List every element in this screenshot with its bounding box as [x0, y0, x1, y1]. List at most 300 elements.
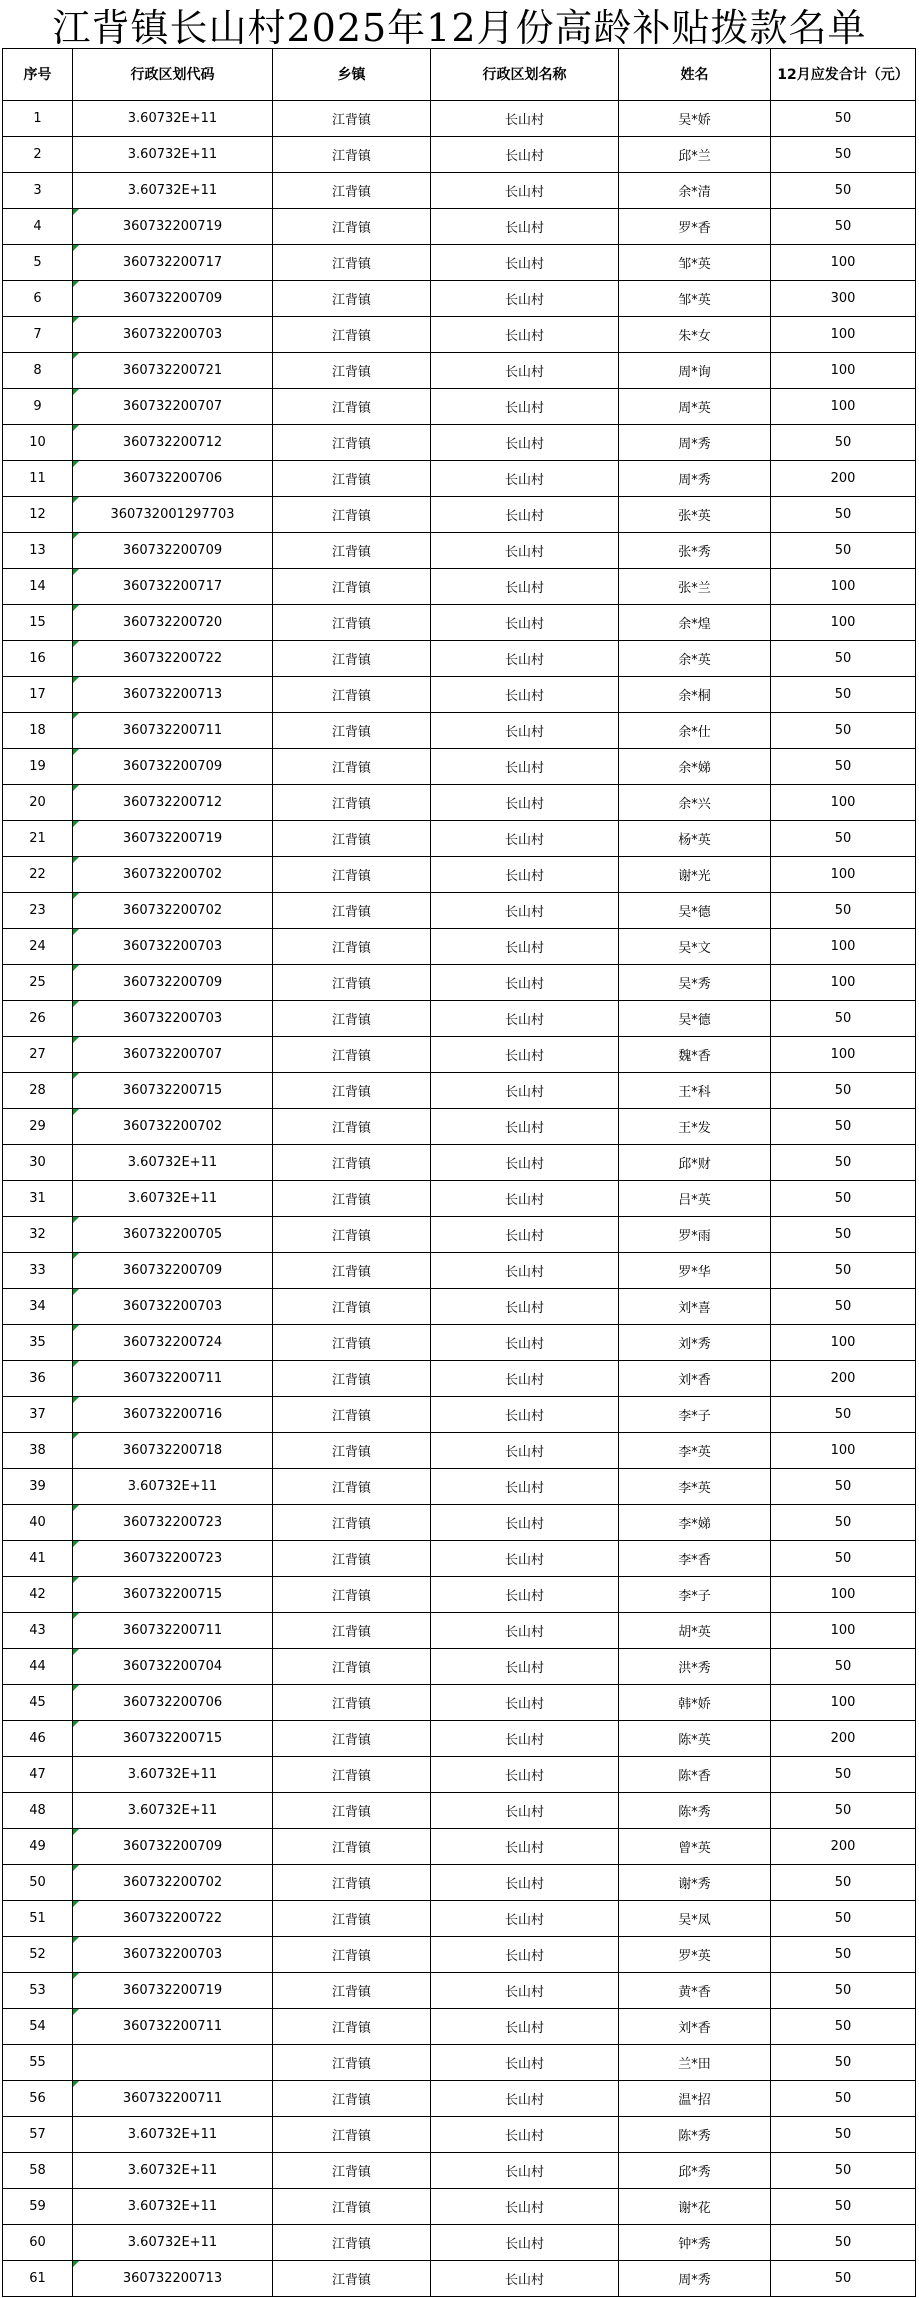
cell-amount: 200: [771, 1721, 916, 1757]
cell-town: 江背镇: [273, 1757, 431, 1793]
cell-serial-no: 33: [3, 1253, 73, 1289]
table-row: [3, 1685, 916, 1721]
cell-name: 罗*雨: [619, 1217, 771, 1253]
cell-division-code: 360732200702: [73, 857, 273, 893]
cell-amount: 200: [771, 1829, 916, 1865]
cell-serial-no: 6: [3, 281, 73, 317]
cell-division-name: 长山村: [431, 497, 619, 533]
table-row: [3, 1253, 916, 1289]
cell-division-code: 3.60732E+11: [73, 2117, 273, 2153]
cell-name: 吴*娇: [619, 101, 771, 137]
cell-division-code: 360732200703: [73, 929, 273, 965]
cell-name: 邱*财: [619, 1145, 771, 1181]
cell-amount: 100: [771, 353, 916, 389]
header-town: 乡镇: [273, 49, 431, 101]
cell-town: 江背镇: [273, 893, 431, 929]
cell-division-code: 360732200722: [73, 641, 273, 677]
table-row: [3, 2045, 916, 2081]
cell-serial-no: 44: [3, 1649, 73, 1685]
cell-division-code: 360732200711: [73, 2081, 273, 2117]
cell-serial-no: 38: [3, 1433, 73, 1469]
cell-town: 江背镇: [273, 785, 431, 821]
cell-amount: 100: [771, 965, 916, 1001]
table-row: [3, 281, 916, 317]
cell-amount: 50: [771, 173, 916, 209]
cell-serial-no: 17: [3, 677, 73, 713]
table-row: [3, 749, 916, 785]
cell-serial-no: 49: [3, 1829, 73, 1865]
cell-name: 李*娣: [619, 1505, 771, 1541]
table-row: [3, 1289, 916, 1325]
cell-name: 李*子: [619, 1397, 771, 1433]
table-row: [3, 677, 916, 713]
table-row: [3, 497, 916, 533]
cell-division-code: 360732200715: [73, 1577, 273, 1613]
cell-amount: 100: [771, 929, 916, 965]
cell-name: 刘*香: [619, 1361, 771, 1397]
cell-serial-no: 57: [3, 2117, 73, 2153]
cell-division-name: 长山村: [431, 1289, 619, 1325]
cell-town: 江背镇: [273, 1793, 431, 1829]
cell-amount: 50: [771, 713, 916, 749]
table-row: [3, 1109, 916, 1145]
cell-name: 张*秀: [619, 533, 771, 569]
header-division-code: 行政区划代码: [73, 49, 273, 101]
cell-amount: 50: [771, 1253, 916, 1289]
cell-division-code: 360732001297703: [73, 497, 273, 533]
cell-division-name: 长山村: [431, 1253, 619, 1289]
table-row: [3, 785, 916, 821]
cell-division-code: 360732200702: [73, 1109, 273, 1145]
cell-division-name: 长山村: [431, 965, 619, 1001]
table-row: [3, 173, 916, 209]
cell-amount: 50: [771, 1397, 916, 1433]
cell-town: 江背镇: [273, 965, 431, 1001]
cell-name: 黄*香: [619, 1973, 771, 2009]
cell-serial-no: 3: [3, 173, 73, 209]
table-row: [3, 569, 916, 605]
header-serial-no: 序号: [3, 49, 73, 101]
cell-amount: 50: [771, 1181, 916, 1217]
cell-division-code: 3.60732E+11: [73, 1757, 273, 1793]
cell-name: 周*秀: [619, 461, 771, 497]
table-row: [3, 965, 916, 1001]
cell-division-name: 长山村: [431, 677, 619, 713]
cell-town: 江背镇: [273, 353, 431, 389]
cell-division-name: 长山村: [431, 2225, 619, 2261]
cell-division-name: 长山村: [431, 2153, 619, 2189]
cell-serial-no: 54: [3, 2009, 73, 2045]
cell-name: 邱*兰: [619, 137, 771, 173]
cell-division-code: 360732200703: [73, 317, 273, 353]
cell-division-name: 长山村: [431, 1901, 619, 1937]
cell-division-name: 长山村: [431, 857, 619, 893]
cell-serial-no: 48: [3, 1793, 73, 1829]
cell-serial-no: 50: [3, 1865, 73, 1901]
cell-division-name: 长山村: [431, 1109, 619, 1145]
cell-name: 王*发: [619, 1109, 771, 1145]
cell-amount: 100: [771, 785, 916, 821]
cell-serial-no: 47: [3, 1757, 73, 1793]
cell-amount: 200: [771, 461, 916, 497]
cell-division-code: 360732200709: [73, 965, 273, 1001]
table-row: [3, 533, 916, 569]
table-row: [3, 713, 916, 749]
cell-amount: 50: [771, 1937, 916, 1973]
table-row: [3, 389, 916, 425]
cell-town: 江背镇: [273, 137, 431, 173]
cell-division-name: 长山村: [431, 533, 619, 569]
cell-division-code: [73, 2045, 273, 2081]
cell-division-code: 3.60732E+11: [73, 1793, 273, 1829]
cell-division-name: 长山村: [431, 1613, 619, 1649]
cell-division-name: 长山村: [431, 461, 619, 497]
cell-town: 江背镇: [273, 641, 431, 677]
cell-amount: 50: [771, 2189, 916, 2225]
cell-division-name: 长山村: [431, 893, 619, 929]
cell-town: 江背镇: [273, 497, 431, 533]
cell-town: 江背镇: [273, 425, 431, 461]
cell-division-code: 3.60732E+11: [73, 2153, 273, 2189]
cell-division-code: 360732200712: [73, 425, 273, 461]
cell-division-code: 360732200712: [73, 785, 273, 821]
cell-division-name: 长山村: [431, 389, 619, 425]
cell-division-name: 长山村: [431, 425, 619, 461]
cell-amount: 50: [771, 1469, 916, 1505]
cell-amount: 50: [771, 497, 916, 533]
cell-serial-no: 55: [3, 2045, 73, 2081]
cell-amount: 50: [771, 2261, 916, 2297]
cell-division-code: 3.60732E+11: [73, 137, 273, 173]
cell-name: 吴*德: [619, 1001, 771, 1037]
cell-division-code: 360732200719: [73, 1973, 273, 2009]
cell-serial-no: 37: [3, 1397, 73, 1433]
cell-town: 江背镇: [273, 1865, 431, 1901]
cell-name: 魏*香: [619, 1037, 771, 1073]
cell-amount: 50: [771, 1001, 916, 1037]
cell-amount: 50: [771, 1145, 916, 1181]
cell-amount: 50: [771, 1865, 916, 1901]
table-row: [3, 245, 916, 281]
cell-name: 曾*英: [619, 1829, 771, 1865]
cell-serial-no: 34: [3, 1289, 73, 1325]
cell-division-name: 长山村: [431, 785, 619, 821]
cell-amount: 50: [771, 425, 916, 461]
cell-name: 谢*花: [619, 2189, 771, 2225]
cell-division-code: 360732200713: [73, 2261, 273, 2297]
cell-town: 江背镇: [273, 281, 431, 317]
cell-name: 谢*光: [619, 857, 771, 893]
table-header: [3, 49, 916, 101]
cell-serial-no: 10: [3, 425, 73, 461]
table-row: [3, 1181, 916, 1217]
cell-name: 刘*香: [619, 2009, 771, 2045]
table-row: [3, 2189, 916, 2225]
cell-division-name: 长山村: [431, 137, 619, 173]
cell-division-name: 长山村: [431, 1721, 619, 1757]
cell-amount: 50: [771, 1073, 916, 1109]
cell-serial-no: 31: [3, 1181, 73, 1217]
table-row: [3, 1757, 916, 1793]
cell-division-code: 360732200720: [73, 605, 273, 641]
table-row: [3, 2009, 916, 2045]
cell-name: 陈*秀: [619, 2117, 771, 2153]
cell-name: 吴*文: [619, 929, 771, 965]
cell-amount: 50: [771, 2009, 916, 2045]
cell-name: 杨*英: [619, 821, 771, 857]
cell-name: 谢*秀: [619, 1865, 771, 1901]
cell-division-name: 长山村: [431, 569, 619, 605]
cell-serial-no: 59: [3, 2189, 73, 2225]
cell-name: 罗*华: [619, 1253, 771, 1289]
cell-division-code: 360732200709: [73, 533, 273, 569]
table-row: [3, 893, 916, 929]
cell-town: 江背镇: [273, 821, 431, 857]
cell-division-name: 长山村: [431, 173, 619, 209]
table-body: [3, 101, 916, 2297]
cell-division-code: 360732200711: [73, 2009, 273, 2045]
cell-division-name: 长山村: [431, 713, 619, 749]
cell-amount: 100: [771, 569, 916, 605]
table-row: [3, 425, 916, 461]
cell-amount: 100: [771, 245, 916, 281]
cell-name: 吴*秀: [619, 965, 771, 1001]
table-row: [3, 1937, 916, 1973]
cell-name: 陈*秀: [619, 1793, 771, 1829]
cell-division-name: 长山村: [431, 1037, 619, 1073]
cell-division-code: 360732200713: [73, 677, 273, 713]
cell-division-name: 长山村: [431, 1181, 619, 1217]
cell-name: 周*英: [619, 389, 771, 425]
table-row: [3, 2117, 916, 2153]
cell-amount: 50: [771, 2225, 916, 2261]
table-row: [3, 821, 916, 857]
table-row: [3, 461, 916, 497]
cell-division-name: 长山村: [431, 245, 619, 281]
cell-division-name: 长山村: [431, 641, 619, 677]
cell-name: 周*询: [619, 353, 771, 389]
cell-town: 江背镇: [273, 1001, 431, 1037]
cell-serial-no: 24: [3, 929, 73, 965]
table-row: [3, 1793, 916, 1829]
cell-serial-no: 5: [3, 245, 73, 281]
document-title: 江背镇长山村2025年12月份高龄补贴拨款名单: [52, 5, 867, 50]
cell-serial-no: 39: [3, 1469, 73, 1505]
cell-division-name: 长山村: [431, 1577, 619, 1613]
cell-town: 江背镇: [273, 569, 431, 605]
cell-town: 江背镇: [273, 1469, 431, 1505]
cell-division-code: 360732200709: [73, 749, 273, 785]
cell-name: 兰*田: [619, 2045, 771, 2081]
cell-amount: 50: [771, 2117, 916, 2153]
cell-name: 吴*凤: [619, 1901, 771, 1937]
cell-town: 江背镇: [273, 461, 431, 497]
table-row: [3, 605, 916, 641]
cell-serial-no: 29: [3, 1109, 73, 1145]
cell-serial-no: 11: [3, 461, 73, 497]
cell-division-name: 长山村: [431, 2117, 619, 2153]
cell-serial-no: 23: [3, 893, 73, 929]
cell-name: 钟*秀: [619, 2225, 771, 2261]
cell-town: 江背镇: [273, 1397, 431, 1433]
cell-amount: 100: [771, 1433, 916, 1469]
cell-division-code: 360732200703: [73, 1001, 273, 1037]
cell-name: 余*兴: [619, 785, 771, 821]
cell-town: 江背镇: [273, 173, 431, 209]
cell-name: 刘*秀: [619, 1325, 771, 1361]
cell-town: 江背镇: [273, 1145, 431, 1181]
cell-town: 江背镇: [273, 1037, 431, 1073]
cell-amount: 300: [771, 281, 916, 317]
cell-amount: 50: [771, 1289, 916, 1325]
cell-division-code: 360732200703: [73, 1937, 273, 1973]
cell-division-code: 360732200723: [73, 1505, 273, 1541]
cell-division-name: 长山村: [431, 1685, 619, 1721]
table-row: [3, 1901, 916, 1937]
cell-name: 陈*香: [619, 1757, 771, 1793]
cell-serial-no: 60: [3, 2225, 73, 2261]
cell-serial-no: 51: [3, 1901, 73, 1937]
cell-amount: 50: [771, 749, 916, 785]
cell-serial-no: 16: [3, 641, 73, 677]
table-row: [3, 1433, 916, 1469]
cell-town: 江背镇: [273, 1685, 431, 1721]
cell-town: 江背镇: [273, 713, 431, 749]
cell-division-code: 360732200718: [73, 1433, 273, 1469]
cell-amount: 50: [771, 677, 916, 713]
cell-amount: 50: [771, 1649, 916, 1685]
cell-town: 江背镇: [273, 245, 431, 281]
cell-serial-no: 58: [3, 2153, 73, 2189]
cell-division-name: 长山村: [431, 1649, 619, 1685]
cell-name: 余*仕: [619, 713, 771, 749]
cell-division-name: 长山村: [431, 1001, 619, 1037]
cell-division-code: 360732200719: [73, 209, 273, 245]
cell-division-name: 长山村: [431, 2045, 619, 2081]
cell-name: 朱*女: [619, 317, 771, 353]
cell-division-code: 360732200707: [73, 389, 273, 425]
cell-division-code: 360732200719: [73, 821, 273, 857]
cell-division-code: 360732200707: [73, 1037, 273, 1073]
cell-serial-no: 26: [3, 1001, 73, 1037]
cell-amount: 50: [771, 2153, 916, 2189]
table-row: [3, 1865, 916, 1901]
cell-division-code: 3.60732E+11: [73, 1469, 273, 1505]
cell-amount: 50: [771, 1793, 916, 1829]
cell-serial-no: 22: [3, 857, 73, 893]
cell-division-code: 360732200709: [73, 1253, 273, 1289]
table-row: [3, 1577, 916, 1613]
cell-division-name: 长山村: [431, 209, 619, 245]
cell-division-code: 360732200723: [73, 1541, 273, 1577]
table-row: [3, 317, 916, 353]
cell-division-name: 长山村: [431, 1973, 619, 2009]
table-row: [3, 2261, 916, 2297]
table-row: [3, 353, 916, 389]
table-row: [3, 1829, 916, 1865]
cell-serial-no: 36: [3, 1361, 73, 1397]
cell-town: 江背镇: [273, 749, 431, 785]
cell-name: 吴*德: [619, 893, 771, 929]
cell-town: 江背镇: [273, 605, 431, 641]
cell-serial-no: 61: [3, 2261, 73, 2297]
table-row: [3, 209, 916, 245]
cell-amount: 100: [771, 1325, 916, 1361]
cell-town: 江背镇: [273, 1073, 431, 1109]
cell-serial-no: 18: [3, 713, 73, 749]
table-row: [3, 1145, 916, 1181]
cell-amount: 200: [771, 1361, 916, 1397]
cell-town: 江背镇: [273, 1901, 431, 1937]
cell-division-code: 360732200716: [73, 1397, 273, 1433]
cell-name: 余*桐: [619, 677, 771, 713]
cell-town: 江背镇: [273, 857, 431, 893]
cell-town: 江背镇: [273, 1361, 431, 1397]
cell-serial-no: 43: [3, 1613, 73, 1649]
cell-division-name: 长山村: [431, 929, 619, 965]
cell-name: 周*秀: [619, 2261, 771, 2297]
cell-town: 江背镇: [273, 2117, 431, 2153]
cell-division-code: 360732200702: [73, 893, 273, 929]
table-row: [3, 1613, 916, 1649]
cell-amount: 50: [771, 821, 916, 857]
cell-division-code: 360732200702: [73, 1865, 273, 1901]
cell-town: 江背镇: [273, 1253, 431, 1289]
table-row: [3, 1649, 916, 1685]
cell-town: 江背镇: [273, 2261, 431, 2297]
cell-town: 江背镇: [273, 677, 431, 713]
cell-division-name: 长山村: [431, 1937, 619, 1973]
cell-amount: 50: [771, 1109, 916, 1145]
cell-division-code: 360732200711: [73, 713, 273, 749]
table-row: [3, 1217, 916, 1253]
cell-town: 江背镇: [273, 533, 431, 569]
cell-town: 江背镇: [273, 1181, 431, 1217]
table-row: [3, 2225, 916, 2261]
cell-amount: 50: [771, 893, 916, 929]
cell-town: 江背镇: [273, 1649, 431, 1685]
cell-amount: 100: [771, 1613, 916, 1649]
header-division-name: 行政区划名称: [431, 49, 619, 101]
cell-amount: 50: [771, 533, 916, 569]
cell-division-code: 3.60732E+11: [73, 2189, 273, 2225]
cell-division-name: 长山村: [431, 1433, 619, 1469]
cell-name: 邹*英: [619, 245, 771, 281]
cell-amount: 100: [771, 605, 916, 641]
cell-name: 罗*英: [619, 1937, 771, 1973]
cell-town: 江背镇: [273, 1325, 431, 1361]
cell-town: 江背镇: [273, 1721, 431, 1757]
table-row: [3, 1541, 916, 1577]
cell-town: 江背镇: [273, 1973, 431, 2009]
cell-serial-no: 8: [3, 353, 73, 389]
table-row: [3, 1037, 916, 1073]
cell-division-name: 长山村: [431, 1325, 619, 1361]
table-row: [3, 1469, 916, 1505]
cell-town: 江背镇: [273, 1289, 431, 1325]
cell-amount: 100: [771, 1685, 916, 1721]
cell-division-name: 长山村: [431, 1469, 619, 1505]
cell-division-code: 360732200709: [73, 1829, 273, 1865]
cell-town: 江背镇: [273, 2009, 431, 2045]
cell-serial-no: 27: [3, 1037, 73, 1073]
cell-division-code: 360732200705: [73, 1217, 273, 1253]
table-row: [3, 1361, 916, 1397]
table-row: [3, 1505, 916, 1541]
cell-division-name: 长山村: [431, 1073, 619, 1109]
cell-name: 刘*喜: [619, 1289, 771, 1325]
cell-town: 江背镇: [273, 1577, 431, 1613]
